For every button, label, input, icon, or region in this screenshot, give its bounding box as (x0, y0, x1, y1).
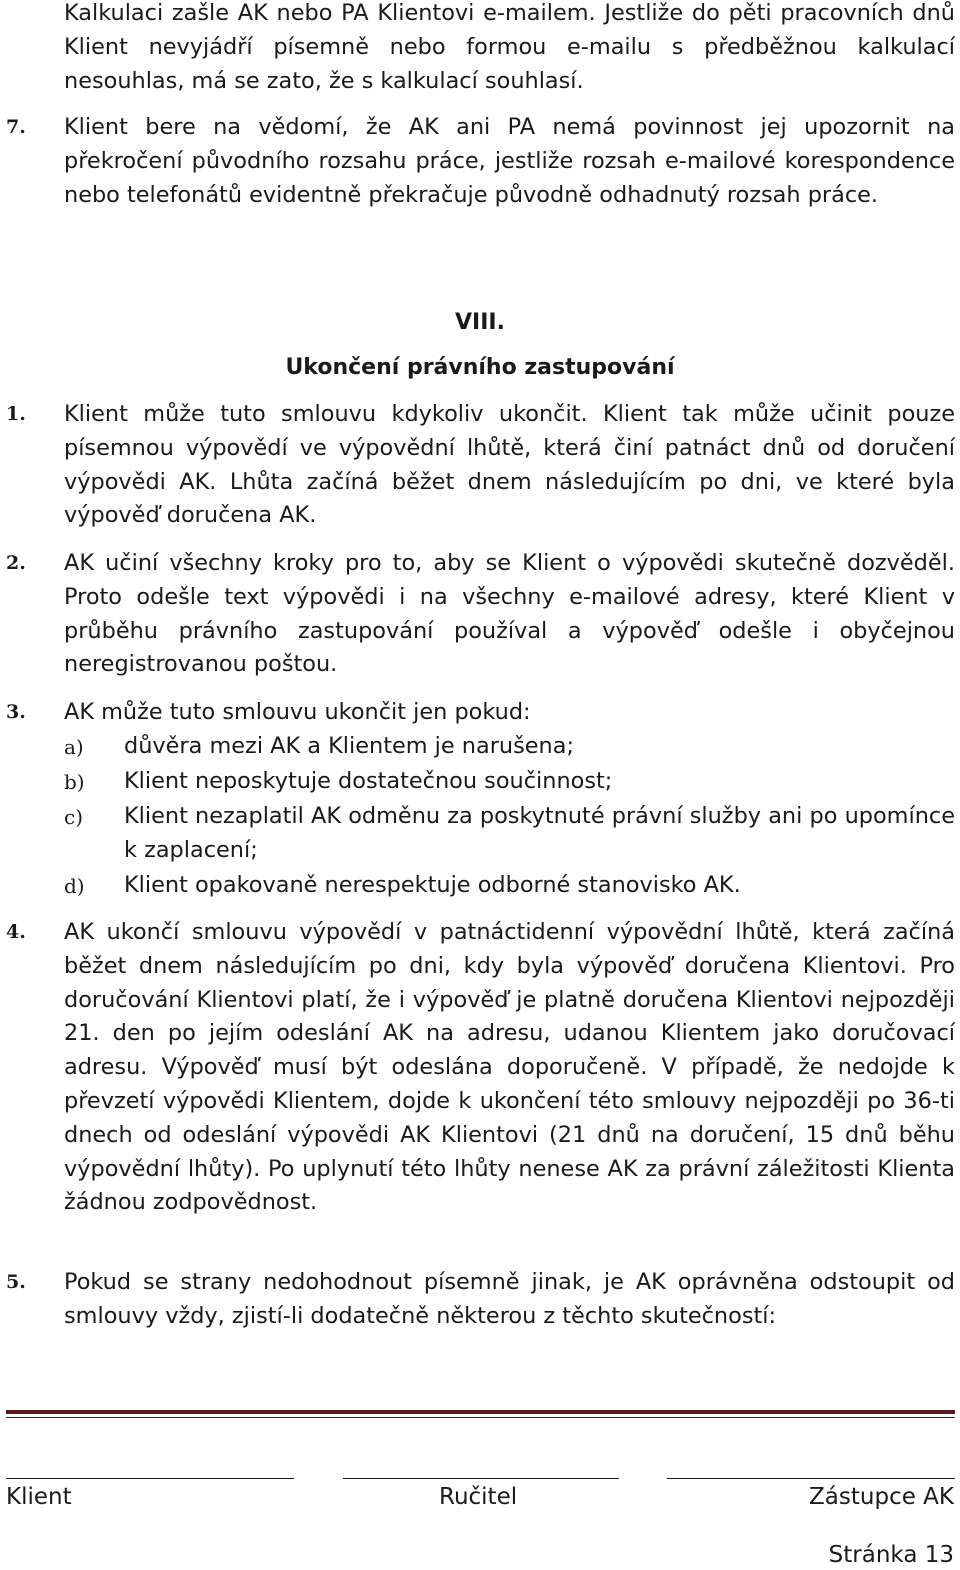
footer-divider-thick (6, 1410, 955, 1414)
item-1-text: Klient může tuto smlouvu kdykoliv ukončit. Klient tak může učinit pouze písemnou výpovědí ve výpovědní lhůtě, která činí patnáct dnů od doručení výpovědi AK. Lhůta začíná běžet dnem následujícím po dni, ve které byla výpověď doručena AK. (64, 401, 955, 529)
subitem-a-letter: a) (64, 735, 84, 759)
item-3-number: 3. (6, 701, 26, 723)
signature-line-guarantor (343, 1478, 619, 1479)
paragraph-calculation: Kalkulaci zašle AK nebo PA Klientovi e-mailem. Jestliže do pěti pracovních dnů Klient nevyjádří písemně nebo formou e-mailu s předběžnou kalkulací nesouhlas, má se zato, že s kalkulací souhlasí. (64, 0, 955, 94)
subitem-b-text: Klient neposkytuje dostatečnou součinnost; (124, 768, 613, 794)
signature-label-client: Klient (6, 1484, 72, 1510)
item-7-text: Klient bere na vědomí, že AK ani PA nemá povinnost jej upozornit na překročení původního rozsahu práce, jestliže rozsah e-mailové korespondence nebo telefonátů evidentně překračuje původně odhadnutý rozsah práce. (64, 114, 955, 208)
item-1-number: 1. (6, 403, 26, 425)
signature-label-guarantor: Ručitel (439, 1484, 518, 1510)
item-4-number: 4. (6, 921, 26, 943)
signature-line-client (6, 1478, 294, 1479)
item-2-number: 2. (6, 552, 26, 574)
item-5-text: Pokud se strany nedohodnout písemně jinak, je AK oprávněna odstoupit od smlouvy vždy, zjistí-li dodatečně některou z těchto skutečností: (64, 1269, 955, 1329)
section-roman-numeral: VIII. (455, 310, 505, 335)
subitem-b-letter: b) (64, 770, 85, 794)
subitem-c-letter: c) (64, 805, 84, 829)
subitem-d-letter: d) (64, 874, 85, 898)
signature-label-representative: Zástupce AK (809, 1484, 954, 1510)
subitem-d-text: Klient opakovaně nerespektuje odborné stanovisko AK. (124, 872, 741, 898)
item-7-number: 7. (6, 116, 26, 138)
item-3-text: AK může tuto smlouvu ukončit jen pokud: (64, 699, 531, 725)
page-number: Stránka 13 (828, 1542, 954, 1568)
subitem-c-text: Klient nezaplatil AK odměnu za poskytnuté právní služby ani po upomínce k zaplacení; (124, 803, 955, 863)
item-2-text: AK učiní všechny kroky pro to, aby se Klient o výpovědi skutečně dozvěděl. Proto odešle text výpovědi i na všechny e-mailové adresy, které Klient v průběhu právního zastupování používal a výpověď odešle i obyčejnou neregistrovanou poštou. (64, 550, 955, 678)
signature-line-representative (667, 1478, 955, 1479)
footer-divider-thin (6, 1417, 955, 1418)
subitem-a-text: důvěra mezi AK a Klientem je narušena; (124, 733, 574, 759)
item-5-number: 5. (6, 1271, 26, 1293)
item-4-text: AK ukončí smlouvu výpovědí v patnáctidenní výpovědní lhůtě, která začíná běžet dnem následujícím po dni, kdy byla výpověď doručena Klientovi. Pro doručování Klientovi platí, že i výpověď je platně doručena Klientovi nejpozději 21. den po jejím odeslání AK na adresu, udanou Klientem jako doručovací adresu. Výpověď musí být odeslána doporučeně. V případě, že nedojde k převzetí výpovědi Klientem, dojde k ukončení této smlouvy nejpozději po 36-ti dnech od odeslání výpovědi AK Klientovi (21 dnů na doručení, 15 dnů běhu výpovědní lhůty). Po uplynutí této lhůty nenese AK za právní záležitosti Klienta žádnou zodpovědnost. (64, 919, 955, 1216)
section-title: Ukončení právního zastupování (285, 355, 675, 380)
